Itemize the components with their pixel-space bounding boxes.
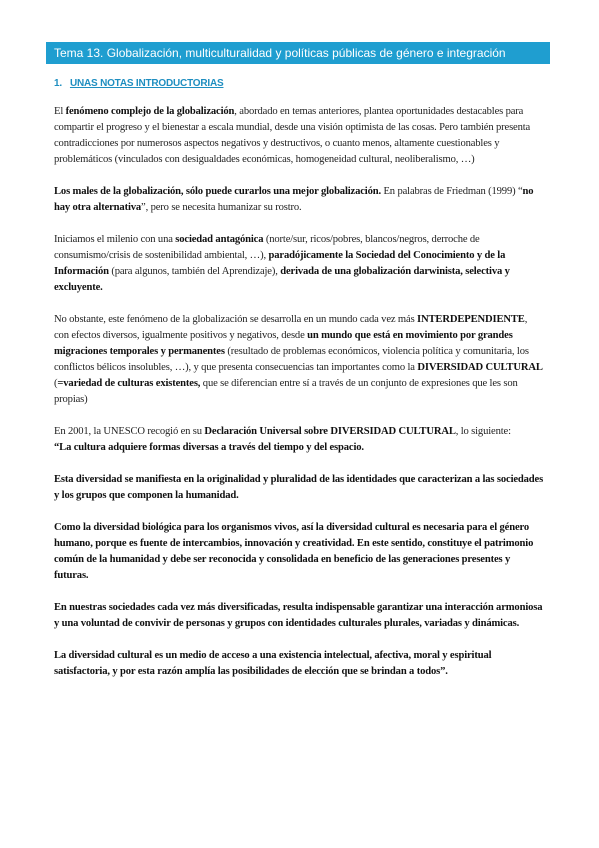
section-number: 1. [54,78,62,89]
document-body [54,104,544,696]
text-run: El [54,106,66,117]
section-heading [54,78,223,89]
text-run: , lo siguiente: [455,426,511,437]
text-run: (resultado de problemas económicos, violencia política y comunitaria, los conflictos bélicos insolubles, …), y que presenta consecuencias tan importantes como la [54,346,529,373]
chapter-title: Tema 13. Globalización, multiculturalidad y políticas públicas de género e integración [46,42,550,64]
paragraph-globalization-intro [54,104,544,168]
text-run: No obstante, este fenómeno de la globalización se desarrolla en un mundo cada vez más [54,314,418,325]
text-run: , con efectos diversos, igualmente positivos y negativos, desde [54,314,528,341]
bold-run: derivada de una globalización darwinista, selectiva y excluyente. [54,266,510,293]
paragraph-antagonistic-society [54,232,544,296]
quote-paragraph-4: En nuestras sociedades cada vez más diversificadas, resulta indispensable garantizar una interacción armoniosa y una voluntad de convivir de personas y grupos con identidades culturales plurales, variadas y dinámicas. [54,602,543,629]
bold-run: Declaración Universal sobre DIVERSIDAD CULTURAL [204,426,456,437]
bold-run: Los males de la globalización, sólo puede curarlos una mejor globalización. [54,186,381,197]
section-title: UNAS NOTAS INTRODUCTORIAS [69,78,224,89]
text-run: ”, pero se necesita humanizar su rostro. [141,202,302,213]
quote-paragraph-2: Esta diversidad se manifiesta en la originalidad y pluralidad de las identidades que caracterizan a las sociedades y los grupos que componen la humanidad. [54,474,544,501]
paragraph-interdependence [54,312,544,408]
bold-run: no hay otra alternativa [54,186,534,213]
text-run: ( [54,378,58,389]
bold-run: DIVERSIDAD CULTURAL [417,362,543,373]
text-run: que se diferencian entre sí a través de un conjunto de expresiones que les son propias) [54,378,518,405]
text-run: (norte/sur, ricos/pobres, blancos/negros, derroche de consumismo/crisis de sostenibilidad ambiental, …), [54,234,480,261]
quote-paragraph-1: “La cultura adquiere formas diversas a través del tiempo y del espacio. [54,442,364,453]
bold-run: paradójicamente la Sociedad del Conocimiento y de la Información [54,250,506,277]
quote-paragraph-5: La diversidad cultural es un medio de acceso a una existencia intelectual, afectiva, moral y espiritual satisfactoria, y por esta razón amplía las posibilidades de elección que se brindan a todos”. [54,650,492,677]
paragraph-unesco-intro [54,424,544,440]
bold-run: =variedad de culturas existentes, [57,378,201,389]
bold-run: un mundo que está en movimiento por grandes migraciones temporales y permanentes [54,330,513,357]
text-run: Iniciamos el milenio con una [54,234,176,245]
text-run: (para algunos, también del Aprendizaje), [108,266,281,277]
text-run: En palabras de Friedman (1999) “ [380,186,523,197]
text-run: , abordado en temas anteriores, plantea oportunidades destacables para compartir el progreso y el bienestar a escala mundial, desde una visión optimista de las cosas. Pero también presenta contradicciones por numerosos aspectos negativos y destructivos, o cuanto menos, altamente cuestionables y problemáticos (vinculados con desigualdades económicas, homogeneidad cultural, neoliberalismo, …) [54,106,531,165]
bold-run: sociedad antagónica [175,234,264,245]
paragraph-globalization-ills [54,184,544,216]
quote-paragraph-3: Como la diversidad biológica para los organismos vivos, así la diversidad cultural es necesaria para el género humano, porque es fuente de intercambios, innovación y creatividad. En este sentido, constituye el patrimonio común de la humanidad y debe ser reconocida y consolidada en beneficio de las generaciones presentes y futuras. [54,522,534,581]
bold-run: fenómeno complejo de la globalización [65,106,235,117]
bold-run: INTERDEPENDIENTE [417,314,525,325]
text-run: En 2001, la UNESCO recogió en su [54,426,205,437]
